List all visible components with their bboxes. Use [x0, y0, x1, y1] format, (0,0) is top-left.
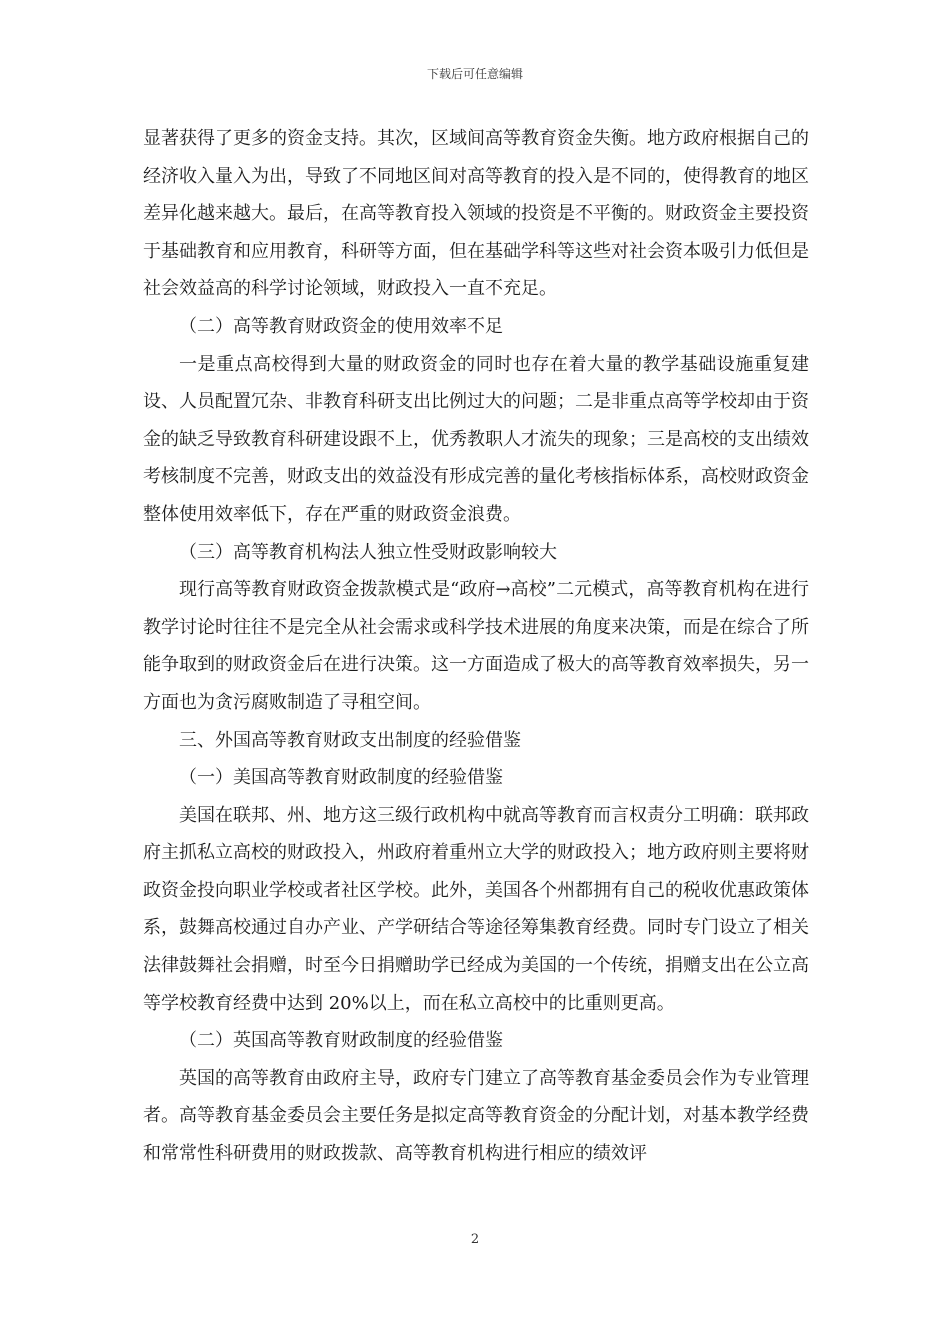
page-number: 2: [470, 1232, 480, 1247]
section-heading-foreign: 三、外国高等教育财政支出制度的经验借鉴: [179, 729, 521, 751]
paragraph-efficiency: 一是重点高校得到大量的财政资金的同时也存在着大量的教学基础设施重复建设、人员配置冗杂、非教育科研支出比例过大的问题；二是非重点高等学校却由于资金的缺乏导致教育科研建设跟不上，优秀教职人才流失的现象；三是高校的支出绩效考核制度不完善，财政支出的效益没有形成完善的量化考核指标体系，高校财政资金整体使用效率低下，存在严重的财政资金浪费。: [143, 353, 809, 525]
body-text: [143, 120, 809, 1173]
paragraph-continued: 显著获得了更多的资金支持。其次，区域间高等教育资金失衡。地方政府根据自己的经济收入量入为出，导致了不同地区间对高等教育的投入是不同的，使得教育的地区差异化越来越大。最后，在高等教育投入领域的投资是不平衡的。财政资金主要投资于基础教育和应用教育，科研等方面，但在基础学科等这些对社会资本吸引力低但是社会效益高的科学讨论领域，财政投入一直不充足。: [143, 128, 809, 300]
subheading-usa: （一）美国高等教育财政制度的经验借鉴: [179, 767, 503, 789]
paragraph-independence: 现行高等教育财政资金拨款模式是“政府→高校”二元模式，高等教育机构在进行教学讨论时往往不是完全从社会需求或科学技术进展的角度来决策，而是在综合了所能争取到的财政资金后在进行决策。这一方面造成了极大的高等教育效率损失，另一方面也为贪污腐败制造了寻租空间。: [143, 579, 809, 713]
subheading-uk: （二）英国高等教育财政制度的经验借鉴: [179, 1030, 503, 1052]
subheading-efficiency: （二）高等教育财政资金的使用效率不足: [179, 315, 503, 337]
page-header: 下载后可任意编辑: [426, 67, 523, 81]
paragraph-usa: 美国在联邦、州、地方这三级行政机构中就高等教育而言权责分工明确：联邦政府主抓私立高校的财政投入，州政府着重州立大学的财政投入；地方政府则主要将财政资金投向职业学校或者社区学校。此外，美国各个州都拥有自己的税收优惠政策体系，鼓舞高校通过自办产业、产学研结合等途径筹集教育经费。同时专门设立了相关法律鼓舞社会捐赠，时至今日捐赠助学已经成为美国的一个传统，捐赠支出在公立高等学校教育经费中达到 20%以上，而在私立高校中的比重则更高。: [143, 804, 809, 1014]
paragraph-uk: 英国的高等教育由政府主导，政府专门建立了高等教育基金委员会作为专业管理者。高等教育基金委员会主要任务是拟定高等教育资金的分配计划，对基本教学经费和常常性科研费用的财政拨款、高等教育机构进行相应的绩效评: [143, 1067, 809, 1165]
subheading-independence: （三）高等教育机构法人独立性受财政影响较大: [179, 541, 557, 563]
